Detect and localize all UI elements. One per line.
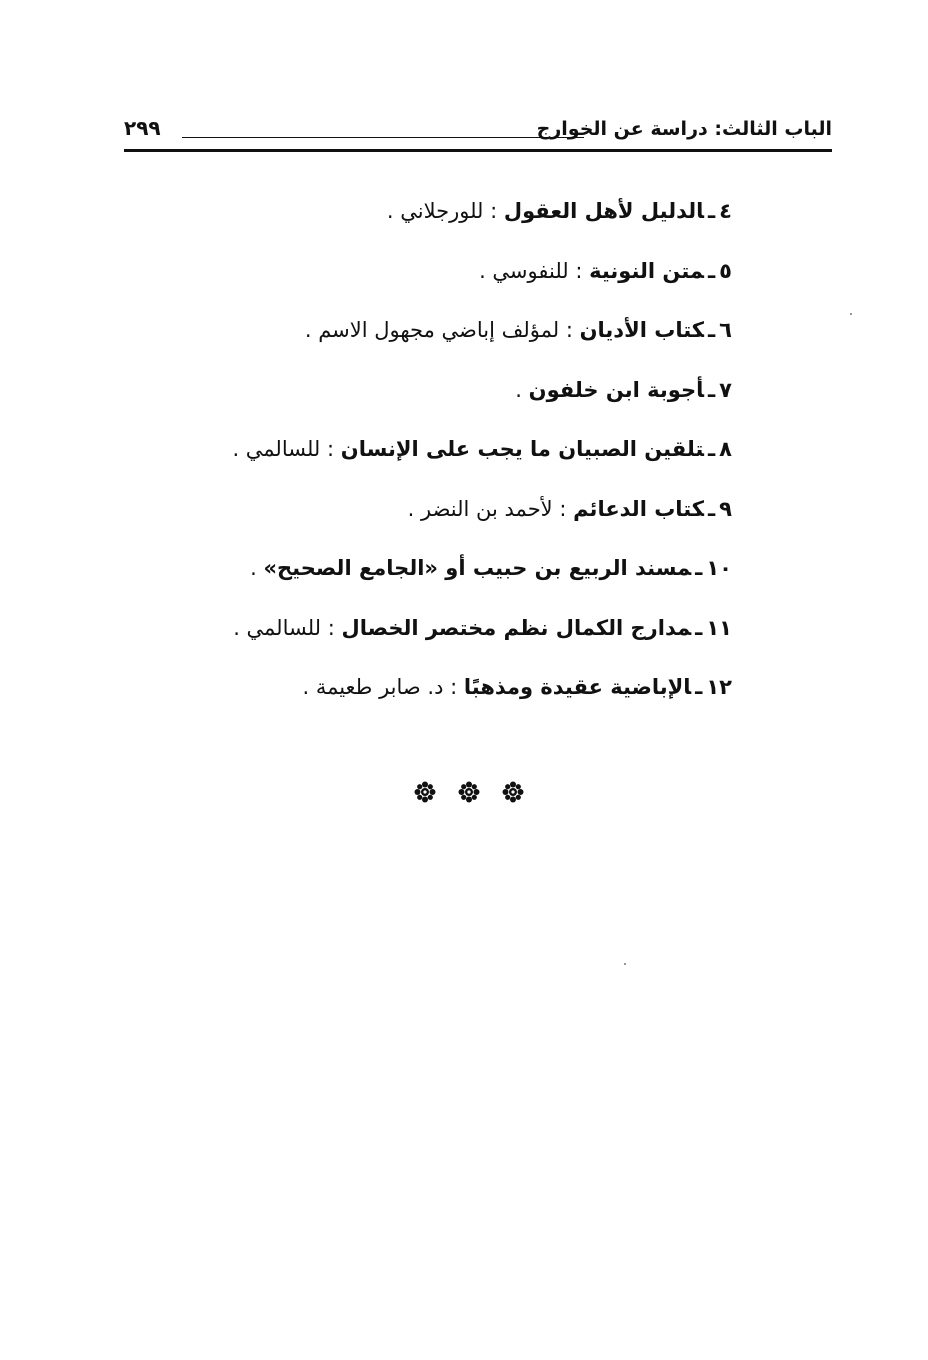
item-author: : لأحمد بن النضر . bbox=[407, 496, 567, 521]
item-number: ٤ bbox=[719, 199, 732, 223]
list-item bbox=[232, 426, 732, 486]
item-title: أجوبة ابن خلفون bbox=[528, 377, 704, 402]
flower-ornament-icon bbox=[502, 781, 524, 803]
item-author: : للنفوسي . bbox=[479, 258, 583, 283]
item-title: الإباضية عقيدة ومذهبًا bbox=[463, 675, 692, 699]
item-separator: ـ bbox=[695, 615, 703, 640]
item-number: ٨ bbox=[719, 437, 732, 461]
item-separator: ـ bbox=[695, 675, 703, 699]
running-header bbox=[124, 110, 832, 154]
list-item bbox=[262, 248, 732, 308]
item-author: : لمؤلف إباضي مجهول الاسم . bbox=[304, 318, 573, 342]
item-separator: ـ bbox=[707, 377, 716, 402]
item-number: ١٢ bbox=[706, 675, 732, 699]
header-thin-rule bbox=[182, 137, 584, 138]
list-item bbox=[262, 664, 732, 724]
item-author: . bbox=[250, 556, 257, 580]
item-title: الدليل لأهل العقول bbox=[503, 199, 704, 223]
item-author: : للسالمي . bbox=[233, 615, 335, 640]
header-thick-rule bbox=[124, 149, 832, 152]
scan-speck bbox=[850, 313, 852, 315]
list-item bbox=[262, 367, 732, 427]
item-title: كتاب الأديان bbox=[579, 318, 704, 342]
flower-ornament-icon bbox=[414, 781, 436, 803]
item-author: : للسالمي . bbox=[232, 437, 335, 461]
item-title: متن النونية bbox=[589, 258, 704, 283]
item-title: مسند الربيع بن حبيب أو «الجامع الصحيح» bbox=[263, 556, 692, 580]
item-number: ١١ bbox=[706, 615, 732, 640]
item-separator: ـ bbox=[707, 258, 716, 283]
item-author: : للورجلاني . bbox=[386, 199, 498, 223]
item-author: : د. صابر طعيمة . bbox=[302, 675, 458, 699]
item-number: ٧ bbox=[719, 377, 732, 402]
item-separator: ـ bbox=[707, 199, 716, 223]
item-separator: ـ bbox=[707, 318, 716, 342]
chapter-title: الباب الثالث: دراسة عن الخوارج bbox=[536, 118, 832, 140]
item-number: ٥ bbox=[719, 258, 732, 283]
item-author: . bbox=[515, 377, 522, 402]
list-item bbox=[262, 307, 732, 367]
item-separator: ـ bbox=[695, 556, 703, 580]
item-number: ٩ bbox=[719, 496, 732, 521]
scan-speck bbox=[624, 963, 626, 965]
item-title: كتاب الدعائم bbox=[573, 496, 704, 521]
references-list bbox=[232, 188, 732, 724]
list-item bbox=[233, 605, 732, 665]
item-title: مدارج الكمال نظم مختصر الخصال bbox=[341, 615, 692, 640]
list-item bbox=[262, 486, 732, 546]
list-item bbox=[250, 545, 732, 605]
list-item bbox=[262, 188, 732, 248]
page-number: ٢٩٩ bbox=[124, 116, 161, 140]
item-separator: ـ bbox=[707, 437, 716, 461]
section-end-ornaments bbox=[414, 778, 524, 806]
flower-ornament-icon bbox=[458, 781, 480, 803]
item-title: تلقين الصبيان ما يجب على الإنسان bbox=[340, 437, 704, 461]
item-separator: ـ bbox=[707, 496, 716, 521]
item-number: ١٠ bbox=[706, 556, 732, 580]
item-number: ٦ bbox=[719, 318, 732, 342]
